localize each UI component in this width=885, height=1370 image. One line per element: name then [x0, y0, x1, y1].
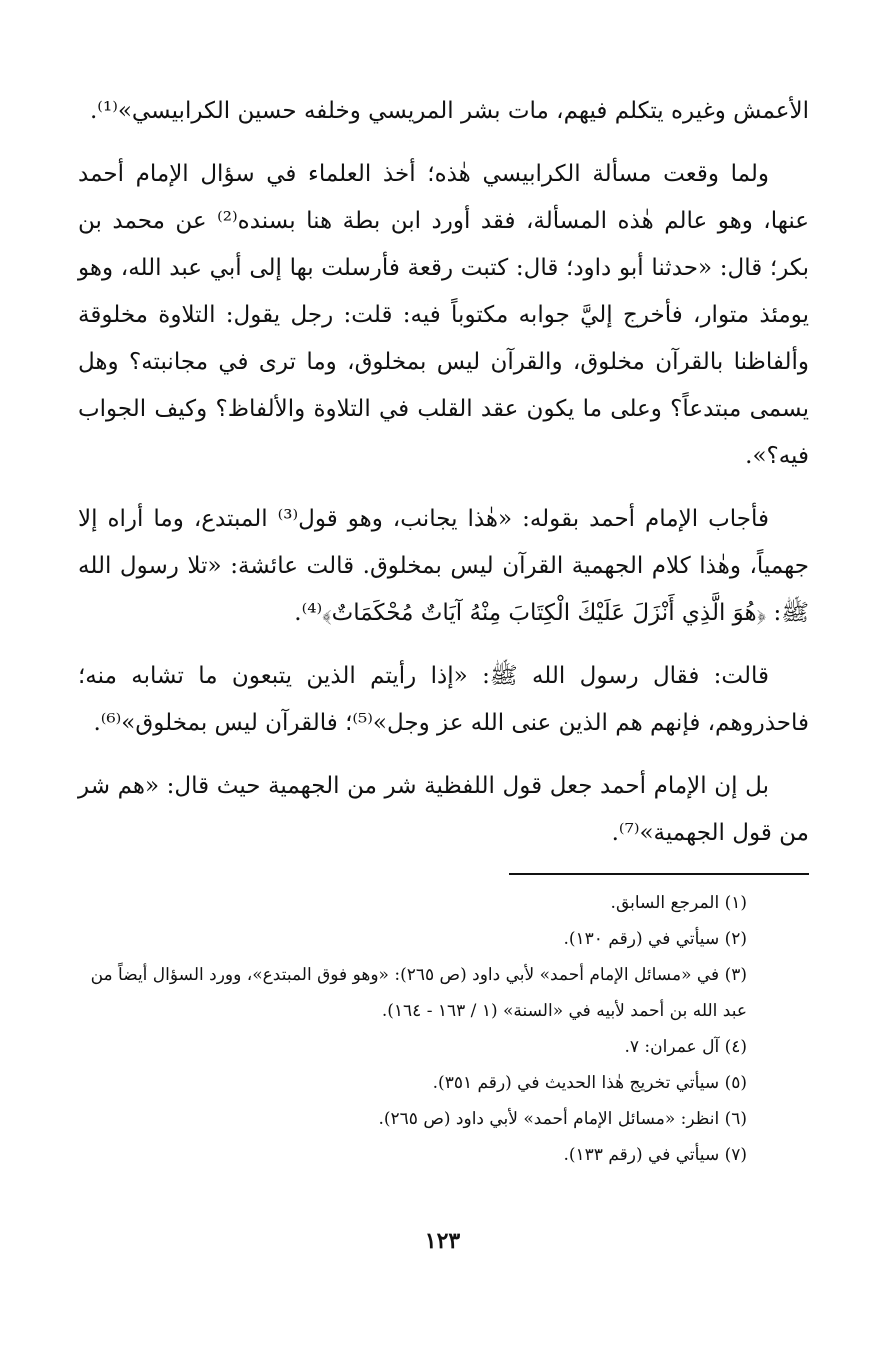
paragraph: بل إن الإمام أحمد جعل قول اللفظية شر من الجهمية حيث قال: «هم شر من قول الجهمية»⁽⁷⁾. [78, 773, 809, 846]
footnote: (٦) انظر: «مسائل الإمام أحمد» لأبي داود (ص ٢٦٥). [378, 1109, 747, 1129]
footnote: (١) المرجع السابق. [610, 893, 747, 913]
footnote: (٢) سيأتي في (رقم ١٣٠). [563, 929, 747, 949]
footnotes [78, 885, 809, 1173]
footnote-text: (٣) في «مسائل الإمام أحمد» لأبي داود (ص ٢٦٥): «وهو فوق المبتدع»، وورد السؤال أيضاً من عبد الله بن أحمد لأبيه في «السنة» (١ / ١٦٣ - ١٦٤). [90, 965, 747, 1021]
page-number: ١٢٣ [424, 1228, 461, 1254]
main-text [78, 88, 809, 857]
paragraph: ولما وقعت مسألة الكرابيسي هٰذه؛ أخذ العلماء في سؤال الإمام أحمد عنها، وهو عالم هٰذه المسألة، فقد أورد ابن بطة هنا بسنده⁽²⁾ عن محمد بن بكر؛ قال: «حدثنا أبو داود؛ قال: كتبت رقعة فأرسلت بها إلى أبي عبد الله، وهو يومئذ متوار، فأخرج إليَّ جوابه مكتوباً فيه: قلت: رجل يقول: التلاوة مخلوقة وألفاظنا بالقرآن مخلوق، والقرآن ليس بمخلوق، وما ترى في مجانبته؟ وهل يسمى مبتدعاً؟ وعلى ما يكون عقد القلب في التلاوة والألفاظ؟ وكيف الجواب فيه؟». [78, 161, 809, 469]
footnote [78, 957, 809, 1029]
paragraph: قالت: فقال رسول الله ﷺ: «إذا رأيتم الذين يتبعون ما تشابه منه؛ فاحذروهم، فإنهم هم الذين عنى الله عز وجل»⁽⁵⁾؛ فالقرآن ليس بمخلوق»⁽⁶⁾. [78, 663, 809, 736]
footnote: (٥) سيأتي تخريج هٰذا الحديث في (رقم ٣٥١). [432, 1073, 747, 1093]
footnote: (٤) آل عمران: ٧. [624, 1037, 747, 1057]
footnote-separator [509, 873, 809, 875]
paragraph: الأعمش وغيره يتكلم فيهم، مات بشر المريسي وخلفه حسين الكرابيسي»⁽¹⁾. [90, 98, 809, 124]
footnote: (٧) سيأتي في (رقم ١٣٣). [563, 1145, 747, 1165]
paragraph: فأجاب الإمام أحمد بقوله: «هٰذا يجانب، وهو قول⁽³⁾ المبتدع، وما أراه إلا جهمياً، وهٰذا كلام الجهمية القرآن ليس بمخلوق. قالت عائشة: «تلا رسول الله ﷺ: ﴿هُوَ الَّذِي أَنْزَلَ عَلَيْكَ الْكِتَابَ مِنْهُ آيَاتٌ مُحْكَمَاتٌ﴾⁽⁴⁾. [78, 506, 809, 626]
